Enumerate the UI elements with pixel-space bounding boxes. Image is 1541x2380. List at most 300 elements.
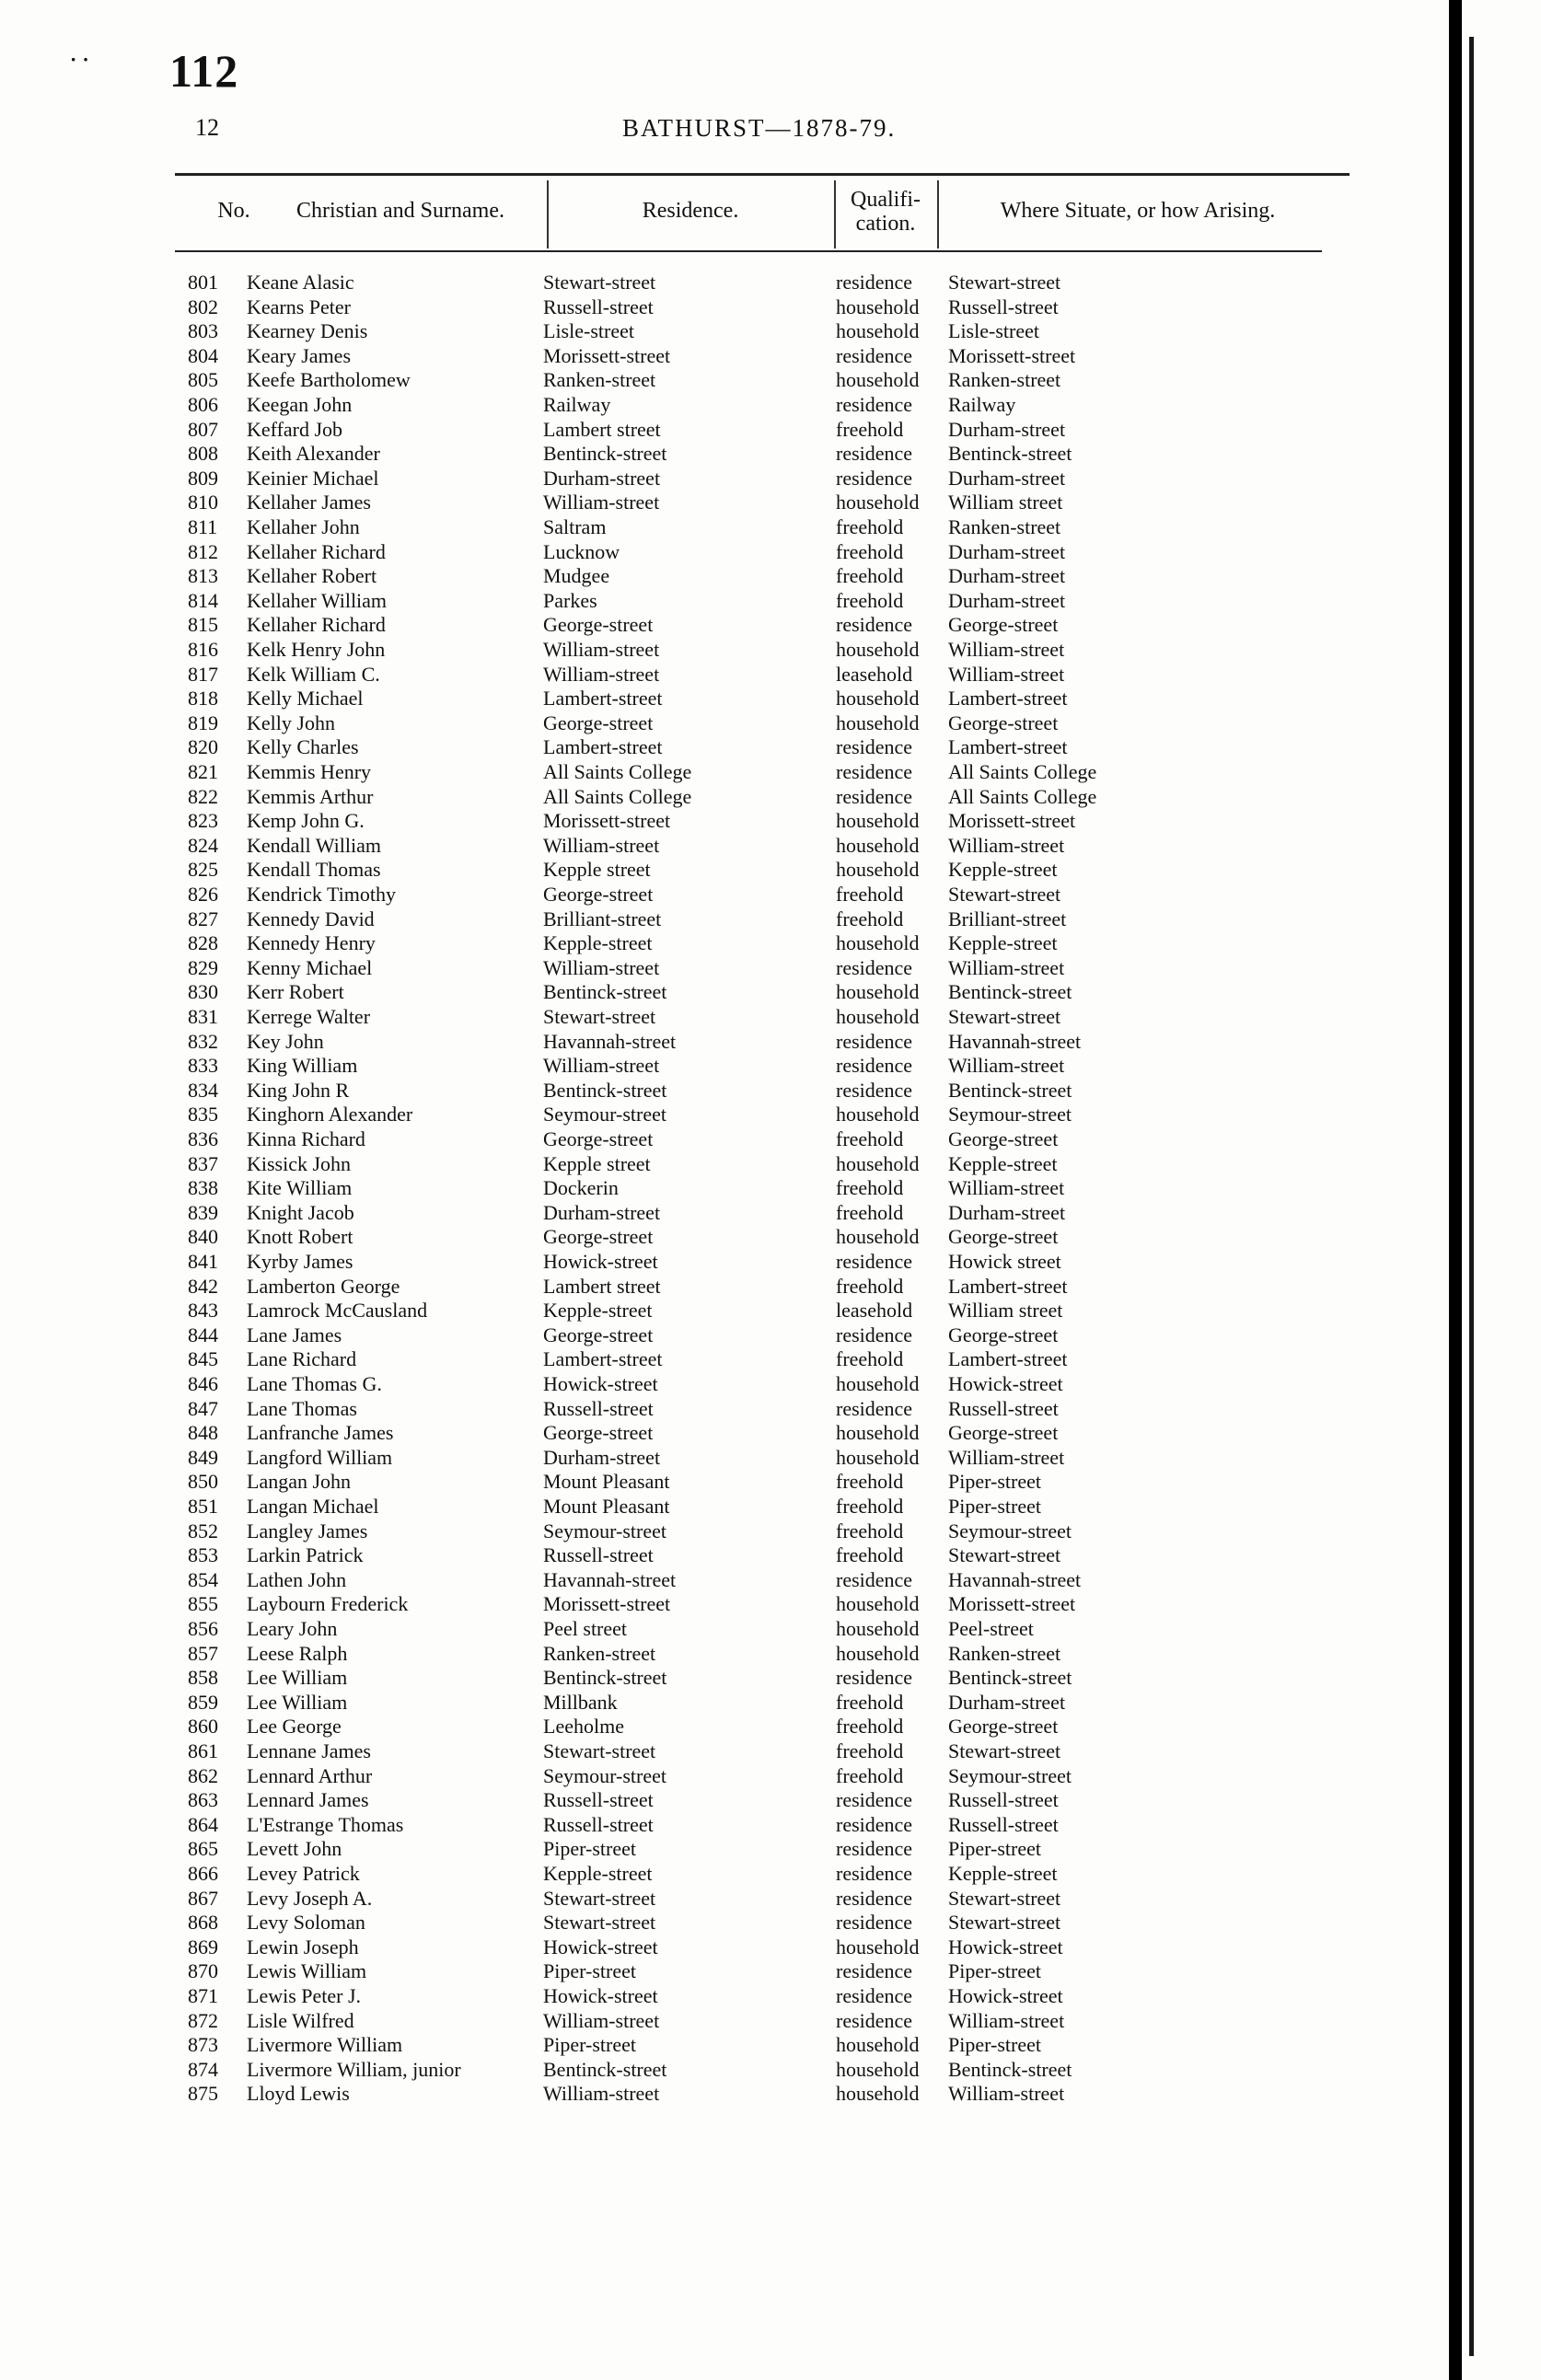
entry-number: 875 (188, 2082, 218, 2106)
col-header-name: Christian and Surname. (296, 199, 504, 223)
where-situate-cell: William-street (948, 1054, 1065, 1078)
where-situate-cell: Kepple-street (948, 858, 1058, 882)
table-row (0, 1935, 1449, 1960)
elector-name: Kemp John G. (247, 809, 365, 833)
table-row (0, 1201, 1449, 1226)
entry-number: 836 (188, 1127, 218, 1150)
residence-cell: Lambert-street (543, 687, 663, 711)
qualification-cell: freehold (836, 1715, 904, 1739)
where-situate-cell: George-street (948, 1225, 1059, 1249)
residence-cell: George-street (543, 883, 654, 906)
table-row (0, 1568, 1449, 1593)
entry-number: 817 (188, 662, 218, 686)
qualification-cell: household (836, 1151, 920, 1175)
elector-name: Levett John (247, 1837, 342, 1861)
where-situate-cell: Piper-street (948, 1837, 1041, 1861)
qualification-cell: residence (836, 1837, 913, 1861)
elector-name: Kemmis Arthur (247, 784, 374, 808)
elector-name: Keefe Bartholomew (247, 368, 411, 392)
elector-name: Kendrick Timothy (247, 883, 396, 906)
residence-cell: William-street (543, 833, 660, 857)
residence-cell: Saltram (543, 515, 607, 538)
elector-name: Lane James (247, 1323, 342, 1346)
qualification-cell: household (836, 638, 920, 661)
entry-number: 844 (188, 1323, 218, 1346)
where-situate-cell: Morissett-street (948, 343, 1076, 367)
column-header-row (175, 180, 1316, 252)
entry-number: 845 (188, 1347, 218, 1371)
table-row (0, 1372, 1449, 1397)
adjacent-page-edge (1462, 0, 1541, 2380)
residence-cell: Bentinck-street (543, 1666, 667, 1690)
where-situate-cell: Piper-street (948, 1959, 1041, 1983)
entry-number: 867 (188, 1886, 218, 1910)
table-row (0, 931, 1449, 956)
where-situate-cell: Havannah-street (948, 1029, 1082, 1053)
qualification-cell: residence (836, 784, 913, 808)
entry-number: 820 (188, 735, 218, 759)
entry-number: 843 (188, 1299, 218, 1323)
entry-number: 851 (188, 1495, 218, 1518)
where-situate-cell: George-street (948, 1715, 1059, 1739)
entry-number: 835 (188, 1103, 218, 1126)
table-row (0, 1543, 1449, 1568)
where-situate-cell: Havannah-street (948, 1567, 1082, 1591)
table-row (0, 1715, 1449, 1739)
elector-name: King William (247, 1054, 358, 1078)
elector-name: Kemmis Henry (247, 760, 372, 783)
entry-number: 831 (188, 1005, 218, 1028)
elector-name: Laybourn Frederick (247, 1592, 409, 1616)
elector-name: Keinier Michael (247, 466, 379, 490)
qualification-cell: residence (836, 955, 913, 979)
elector-name: Kendall Thomas (247, 858, 381, 882)
elector-name: Kyrby James (247, 1250, 353, 1273)
table-row (0, 1862, 1449, 1887)
residence-cell: William-street (543, 1054, 660, 1078)
qualification-cell: residence (836, 735, 913, 759)
where-situate-cell: Howick-street (948, 1372, 1063, 1395)
where-situate-cell: William-street (948, 2082, 1065, 2106)
qualification-cell: household (836, 809, 920, 833)
table-row (0, 1495, 1449, 1519)
residence-cell: George-street (543, 1127, 654, 1150)
qualification-cell: freehold (836, 1495, 904, 1518)
residence-cell: George-street (543, 613, 654, 637)
residence-cell: Stewart-street (543, 1886, 656, 1910)
elector-name: Kite William (247, 1176, 353, 1200)
col-header-where: Where Situate, or how Arising. (1000, 199, 1276, 223)
where-situate-cell: William street (948, 491, 1063, 514)
residence-cell: Howick-street (543, 1250, 658, 1273)
residence-cell: Mudgee (543, 564, 610, 588)
qualification-cell: household (836, 2057, 920, 2081)
elector-name: Kellaher William (247, 588, 388, 612)
residence-cell: Havannah-street (543, 1567, 677, 1591)
where-situate-cell: Lambert-street (948, 687, 1068, 711)
where-situate-cell: Lambert-street (948, 1347, 1068, 1371)
table-row (0, 2009, 1449, 2034)
where-situate-cell: Morissett-street (948, 809, 1076, 833)
elector-name: Lennane James (247, 1739, 371, 1762)
qualification-cell: freehold (836, 1690, 904, 1714)
residence-cell: Peel street (543, 1617, 628, 1640)
table-row (0, 368, 1449, 393)
qualification-cell: household (836, 980, 920, 1004)
entry-number: 848 (188, 1421, 218, 1445)
residence-cell: Havannah-street (543, 1029, 677, 1053)
entry-number: 806 (188, 393, 218, 416)
where-situate-cell: William-street (948, 833, 1065, 857)
col-header-residence: Residence. (642, 199, 739, 223)
table-row (0, 1813, 1449, 1838)
where-situate-cell: William-street (948, 2008, 1065, 2032)
table-row (0, 1617, 1449, 1642)
table-row (0, 1764, 1449, 1789)
where-situate-cell: Lambert-street (948, 735, 1068, 759)
residence-cell: Bentinck-street (543, 980, 667, 1004)
entry-number: 837 (188, 1151, 218, 1175)
entry-number: 811 (188, 515, 218, 538)
table-row (0, 319, 1449, 344)
table-row (0, 760, 1449, 785)
qualification-cell: household (836, 711, 920, 734)
entry-number: 819 (188, 711, 218, 734)
where-situate-cell: Seymour-street (948, 1519, 1072, 1542)
qualification-cell: leasehold (836, 1299, 913, 1323)
qualification-cell: household (836, 1005, 920, 1028)
elector-name: Langan John (247, 1470, 352, 1494)
qualification-cell: residence (836, 1886, 913, 1910)
table-row (0, 271, 1449, 295)
residence-cell: Leeholme (543, 1715, 624, 1739)
where-situate-cell: Stewart-street (948, 271, 1061, 294)
elector-name: Levey Patrick (247, 1862, 360, 1885)
residence-cell: Brilliant-street (543, 907, 662, 930)
entry-number: 816 (188, 638, 218, 661)
residence-cell: Durham-street (543, 466, 661, 490)
qualification-cell: residence (836, 466, 913, 490)
qualification-cell: freehold (836, 1543, 904, 1567)
elector-name: Lanfranche James (247, 1421, 394, 1445)
entry-number: 853 (188, 1543, 218, 1567)
table-row (0, 1030, 1449, 1055)
residence-cell: William-street (543, 2008, 660, 2032)
residence-cell: William-street (543, 955, 660, 979)
qualification-cell: freehold (836, 588, 904, 612)
page-edge-line (1469, 37, 1474, 2356)
residence-cell: Kepple street (543, 1151, 651, 1175)
entry-number: 854 (188, 1567, 218, 1591)
residence-cell: Stewart-street (543, 1005, 656, 1028)
entry-number: 842 (188, 1274, 218, 1298)
elector-name: Knight Jacob (247, 1200, 354, 1224)
qualification-cell: residence (836, 2008, 913, 2032)
entry-number: 847 (188, 1396, 218, 1420)
entry-number: 821 (188, 760, 218, 783)
table-row (0, 663, 1449, 687)
table-row (0, 1911, 1449, 1935)
residence-cell: Lucknow (543, 539, 620, 563)
qualification-cell: household (836, 1103, 920, 1126)
qualification-cell: freehold (836, 1739, 904, 1762)
residence-cell: Seymour-street (543, 1763, 666, 1787)
table-row (0, 344, 1449, 369)
entry-number: 870 (188, 1959, 218, 1983)
qualification-cell: residence (836, 1911, 913, 1935)
qualification-cell: residence (836, 1567, 913, 1591)
table-row (0, 1250, 1449, 1275)
table-row (0, 1152, 1449, 1177)
qualification-cell: freehold (836, 417, 904, 441)
elector-name: Kennedy Henry (247, 931, 376, 955)
qualification-cell: residence (836, 442, 913, 466)
elector-name: Lamberton George (247, 1274, 400, 1298)
table-row (0, 1079, 1449, 1103)
entry-number: 846 (188, 1372, 218, 1395)
where-situate-cell: Peel-street (948, 1617, 1034, 1640)
entry-number: 815 (188, 613, 218, 637)
entry-number: 856 (188, 1617, 218, 1640)
residence-cell: George-street (543, 1225, 654, 1249)
entry-number: 803 (188, 319, 218, 343)
where-situate-cell: George-street (948, 1323, 1059, 1346)
elector-name: Kellaher Richard (247, 613, 386, 637)
table-row (0, 564, 1449, 589)
residence-cell: William-street (543, 638, 660, 661)
where-situate-cell: George-street (948, 711, 1059, 734)
entry-number: 833 (188, 1054, 218, 1078)
qualification-cell: residence (836, 1959, 913, 1983)
residence-cell: Russell-street (543, 1812, 654, 1836)
residence-cell: Seymour-street (543, 1519, 666, 1542)
table-row (0, 883, 1449, 907)
table-row (0, 515, 1449, 540)
residence-cell: Stewart-street (543, 271, 656, 294)
where-situate-cell: Kepple-street (948, 1862, 1058, 1885)
qualification-cell: residence (836, 1054, 913, 1078)
where-situate-cell: William-street (948, 638, 1065, 661)
where-situate-cell: Lambert-street (948, 1274, 1068, 1298)
elector-name: Kellaher James (247, 491, 371, 514)
where-situate-cell: Seymour-street (948, 1763, 1072, 1787)
entry-number: 858 (188, 1666, 218, 1690)
where-situate-cell: Kepple-street (948, 1151, 1058, 1175)
table-row (0, 1984, 1449, 2009)
entry-number: 840 (188, 1225, 218, 1249)
where-situate-cell: Piper-street (948, 1495, 1041, 1518)
qualification-cell: residence (836, 1984, 913, 2007)
elector-name: Lennard Arthur (247, 1763, 373, 1787)
elector-name: Kelly Charles (247, 735, 359, 759)
where-situate-cell: Stewart-street (948, 1911, 1061, 1935)
where-situate-cell: Bentinck-street (948, 980, 1072, 1004)
elector-name: Lewis Peter J. (247, 1984, 362, 2007)
entry-number: 813 (188, 564, 218, 588)
residence-cell: Piper-street (543, 2033, 636, 2057)
qualification-cell: freehold (836, 539, 904, 563)
residence-cell: Durham-street (543, 1200, 661, 1224)
where-situate-cell: Ranken-street (948, 368, 1061, 392)
elector-name: Lewin Joseph (247, 1935, 359, 1958)
elector-name: Langan Michael (247, 1495, 379, 1518)
residence-cell: Stewart-street (543, 1739, 656, 1762)
elector-name: Lisle Wilfred (247, 2008, 354, 2032)
qualification-cell: residence (836, 343, 913, 367)
running-title: BATHURST—1878-79. (622, 114, 897, 142)
elector-name: Langford William (247, 1445, 393, 1469)
entry-number: 818 (188, 687, 218, 711)
entry-number: 810 (188, 491, 218, 514)
table-row (0, 1127, 1449, 1152)
qualification-cell: household (836, 1592, 920, 1616)
qualification-cell: household (836, 295, 920, 318)
where-situate-cell: William-street (948, 955, 1065, 979)
entry-number: 838 (188, 1176, 218, 1200)
table-row (0, 1642, 1449, 1667)
table-row (0, 1592, 1449, 1617)
entry-number: 861 (188, 1739, 218, 1762)
where-situate-cell: Stewart-street (948, 1005, 1061, 1028)
qualification-cell: household (836, 1617, 920, 1640)
where-situate-cell: George-street (948, 1421, 1059, 1445)
elector-name: Livermore William, junior (247, 2057, 461, 2081)
elector-name: Keegan John (247, 393, 353, 416)
table-row (0, 1176, 1449, 1201)
folio-number: 12 (195, 114, 219, 141)
where-situate-cell: Ranken-street (948, 1641, 1061, 1665)
table-row (0, 956, 1449, 981)
qualification-cell: residence (836, 1029, 913, 1053)
entry-number: 873 (188, 2033, 218, 2057)
where-situate-cell: Howick-street (948, 1935, 1063, 1958)
table-row (0, 1446, 1449, 1471)
elector-name: Leese Ralph (247, 1641, 348, 1665)
entry-number: 868 (188, 1911, 218, 1935)
elector-name: Kendall William (247, 833, 381, 857)
table-row (0, 1299, 1449, 1323)
where-situate-cell: Stewart-street (948, 1886, 1061, 1910)
qualification-cell: residence (836, 271, 913, 294)
elector-name: Kelk Henry John (247, 638, 386, 661)
qualification-cell: residence (836, 760, 913, 783)
residence-cell: Durham-street (543, 1445, 661, 1469)
where-situate-cell: Russell-street (948, 1812, 1059, 1836)
entry-number: 830 (188, 980, 218, 1004)
elector-name: King John R (247, 1078, 350, 1102)
table-row (0, 1666, 1449, 1691)
elector-name: Kenny Michael (247, 955, 373, 979)
elector-name: Levy Joseph A. (247, 1886, 373, 1910)
qualification-cell: household (836, 2033, 920, 2057)
residence-cell: Kepple-street (543, 931, 653, 955)
elector-name: Lloyd Lewis (247, 2082, 350, 2106)
residence-cell: George-street (543, 1421, 654, 1445)
elector-name: Kinna Richard (247, 1127, 365, 1150)
entry-number: 857 (188, 1641, 218, 1665)
residence-cell: Seymour-street (543, 1103, 666, 1126)
table-row (0, 467, 1449, 491)
entry-number: 832 (188, 1029, 218, 1053)
qualification-cell: freehold (836, 883, 904, 906)
entry-number: 808 (188, 442, 218, 466)
entry-number: 860 (188, 1715, 218, 1739)
table-row (0, 442, 1449, 467)
elector-name: Lennard James (247, 1788, 369, 1812)
where-situate-cell: Morissett-street (948, 1592, 1076, 1616)
qualification-cell: household (836, 687, 920, 711)
elector-name: Livermore William (247, 2033, 403, 2057)
qualification-cell: freehold (836, 515, 904, 538)
elector-name: Larkin Patrick (247, 1543, 364, 1567)
qualification-cell: freehold (836, 1470, 904, 1494)
entry-number: 807 (188, 417, 218, 441)
entry-number: 823 (188, 809, 218, 833)
elector-name: Kinghorn Alexander (247, 1103, 413, 1126)
elector-name: Lee George (247, 1715, 342, 1739)
table-row (0, 638, 1449, 663)
elector-name: Lane Thomas (247, 1396, 357, 1420)
elector-name: Kennedy David (247, 907, 375, 930)
qualification-cell: household (836, 319, 920, 343)
where-situate-cell: Bentinck-street (948, 2057, 1072, 2081)
qualification-cell: residence (836, 1396, 913, 1420)
ink-marks: ·· (70, 48, 95, 71)
residence-cell: Lambert street (543, 1274, 661, 1298)
entry-number: 874 (188, 2057, 218, 2081)
entry-number: 855 (188, 1592, 218, 1616)
entry-number: 852 (188, 1519, 218, 1542)
qualification-cell: freehold (836, 1763, 904, 1787)
table-row (0, 1739, 1449, 1764)
entry-number: 872 (188, 2008, 218, 2032)
table-row (0, 1323, 1449, 1348)
table-row (0, 980, 1449, 1005)
elector-name: Key John (247, 1029, 324, 1053)
table-row (0, 540, 1449, 565)
qualification-cell: household (836, 931, 920, 955)
qualification-cell: household (836, 1225, 920, 1249)
qualification-cell: residence (836, 1250, 913, 1273)
entry-number: 812 (188, 539, 218, 563)
elector-name: Lewis William (247, 1959, 367, 1983)
qualification-cell: residence (836, 1078, 913, 1102)
entry-number: 829 (188, 955, 218, 979)
where-situate-cell: Durham-street (948, 1200, 1066, 1224)
elector-name: Kelly John (247, 711, 335, 734)
table-row (0, 418, 1449, 443)
col-divider (937, 180, 939, 248)
elector-name: Kissick John (247, 1151, 352, 1175)
elector-name: Kerrege Walter (247, 1005, 371, 1028)
entry-number: 804 (188, 343, 218, 367)
residence-cell: All Saints College (543, 760, 692, 783)
residence-cell: Ranken-street (543, 368, 656, 392)
table-row (0, 1103, 1449, 1127)
residence-cell: Russell-street (543, 295, 654, 318)
elector-name: Lane Richard (247, 1347, 357, 1371)
entry-number: 805 (188, 368, 218, 392)
where-situate-cell: Ranken-street (948, 515, 1061, 538)
residence-cell: Russell-street (543, 1543, 654, 1567)
elector-name: Kelly Michael (247, 687, 364, 711)
table-row (0, 735, 1449, 760)
residence-cell: Bentinck-street (543, 442, 667, 466)
residence-cell: Russell-street (543, 1788, 654, 1812)
residence-cell: Howick-street (543, 1372, 658, 1395)
elector-name: Kellaher John (247, 515, 360, 538)
entry-number: 849 (188, 1445, 218, 1469)
